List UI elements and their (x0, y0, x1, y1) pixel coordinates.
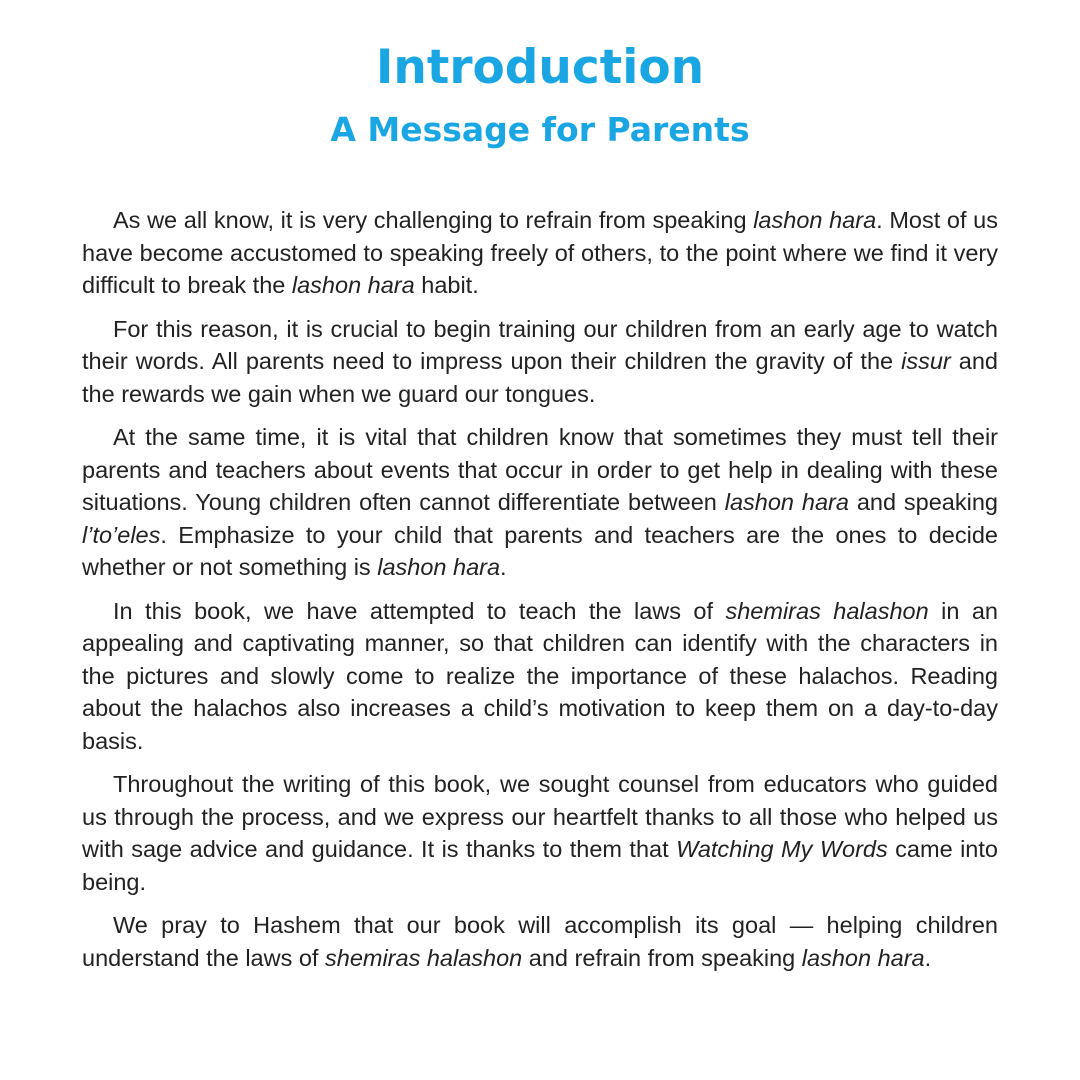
page-subtitle: A Message for Parents (330, 110, 750, 149)
italic-term: Watching My Words (676, 836, 888, 862)
text-run: and speaking (848, 489, 998, 515)
paragraph-5 (82, 768, 998, 898)
text-run: came into being. (82, 836, 998, 895)
italic-term: lashon hara (801, 944, 925, 971)
text-run: In this book, we have attempted to teach the laws of (113, 597, 726, 624)
text-run: . Most of us have become accustomed to speaking freely of others, to the point where we find it very difficult to break the (82, 207, 998, 298)
text-run: . (924, 944, 932, 971)
italic-term: l’to’eles (82, 521, 161, 548)
text-run: . (500, 554, 507, 580)
text-run: For this reason, it is crucial to begin training our children from an early age to watch their words. All parents need to impress upon their children the gravity of the (82, 315, 998, 374)
italic-term: lashon hara (377, 554, 501, 580)
text-run: . Emphasize to your child that parents and teachers are the ones to decide whether or not something is (82, 521, 998, 580)
italic-term: lashon hara (291, 272, 415, 298)
text-run: At the same time, it is vital that children know that sometimes they must tell their parents and teachers about events that occur in order to get help in dealing with these situations. Young children often cannot differentiate between (82, 424, 998, 515)
paragraph-6 (82, 909, 998, 974)
paragraph-4 (82, 595, 998, 758)
page-title: Introduction (375, 40, 705, 95)
italic-term: lashon hara (753, 207, 877, 233)
italic-term: shemiras halashon (325, 944, 523, 971)
paragraph-2 (82, 313, 998, 411)
paragraph-3 (82, 421, 998, 584)
text-run: habit. (414, 272, 479, 298)
text-run: in an appealing and captivating manner, so that children can identify with the characters in the pictures and slowly come to realize the importance of these halachos. Reading about the halachos also increases a child’s motivation to keep them on a day-to-day basis. (82, 597, 998, 754)
italic-term: lashon hara (724, 489, 849, 515)
italic-term: issur (901, 348, 951, 374)
body-text (82, 204, 998, 985)
text-run: and the rewards we gain when we guard our tongues. (82, 348, 998, 407)
text-run: We pray to Hashem that our book will accomplish its goal — helping children understand the laws of (82, 912, 998, 971)
paragraph-1 (82, 204, 998, 302)
italic-term: shemiras halashon (725, 597, 929, 624)
text-run: As we all know, it is very challenging to refrain from speaking (113, 207, 754, 233)
text-run: and refrain from speaking (522, 944, 802, 971)
text-run: Throughout the writing of this book, we sought counsel from educators who guided us through the process, and we express our heartfelt thanks to all those who helped us with sage advice and guidance. It is thanks to them that (82, 771, 998, 862)
